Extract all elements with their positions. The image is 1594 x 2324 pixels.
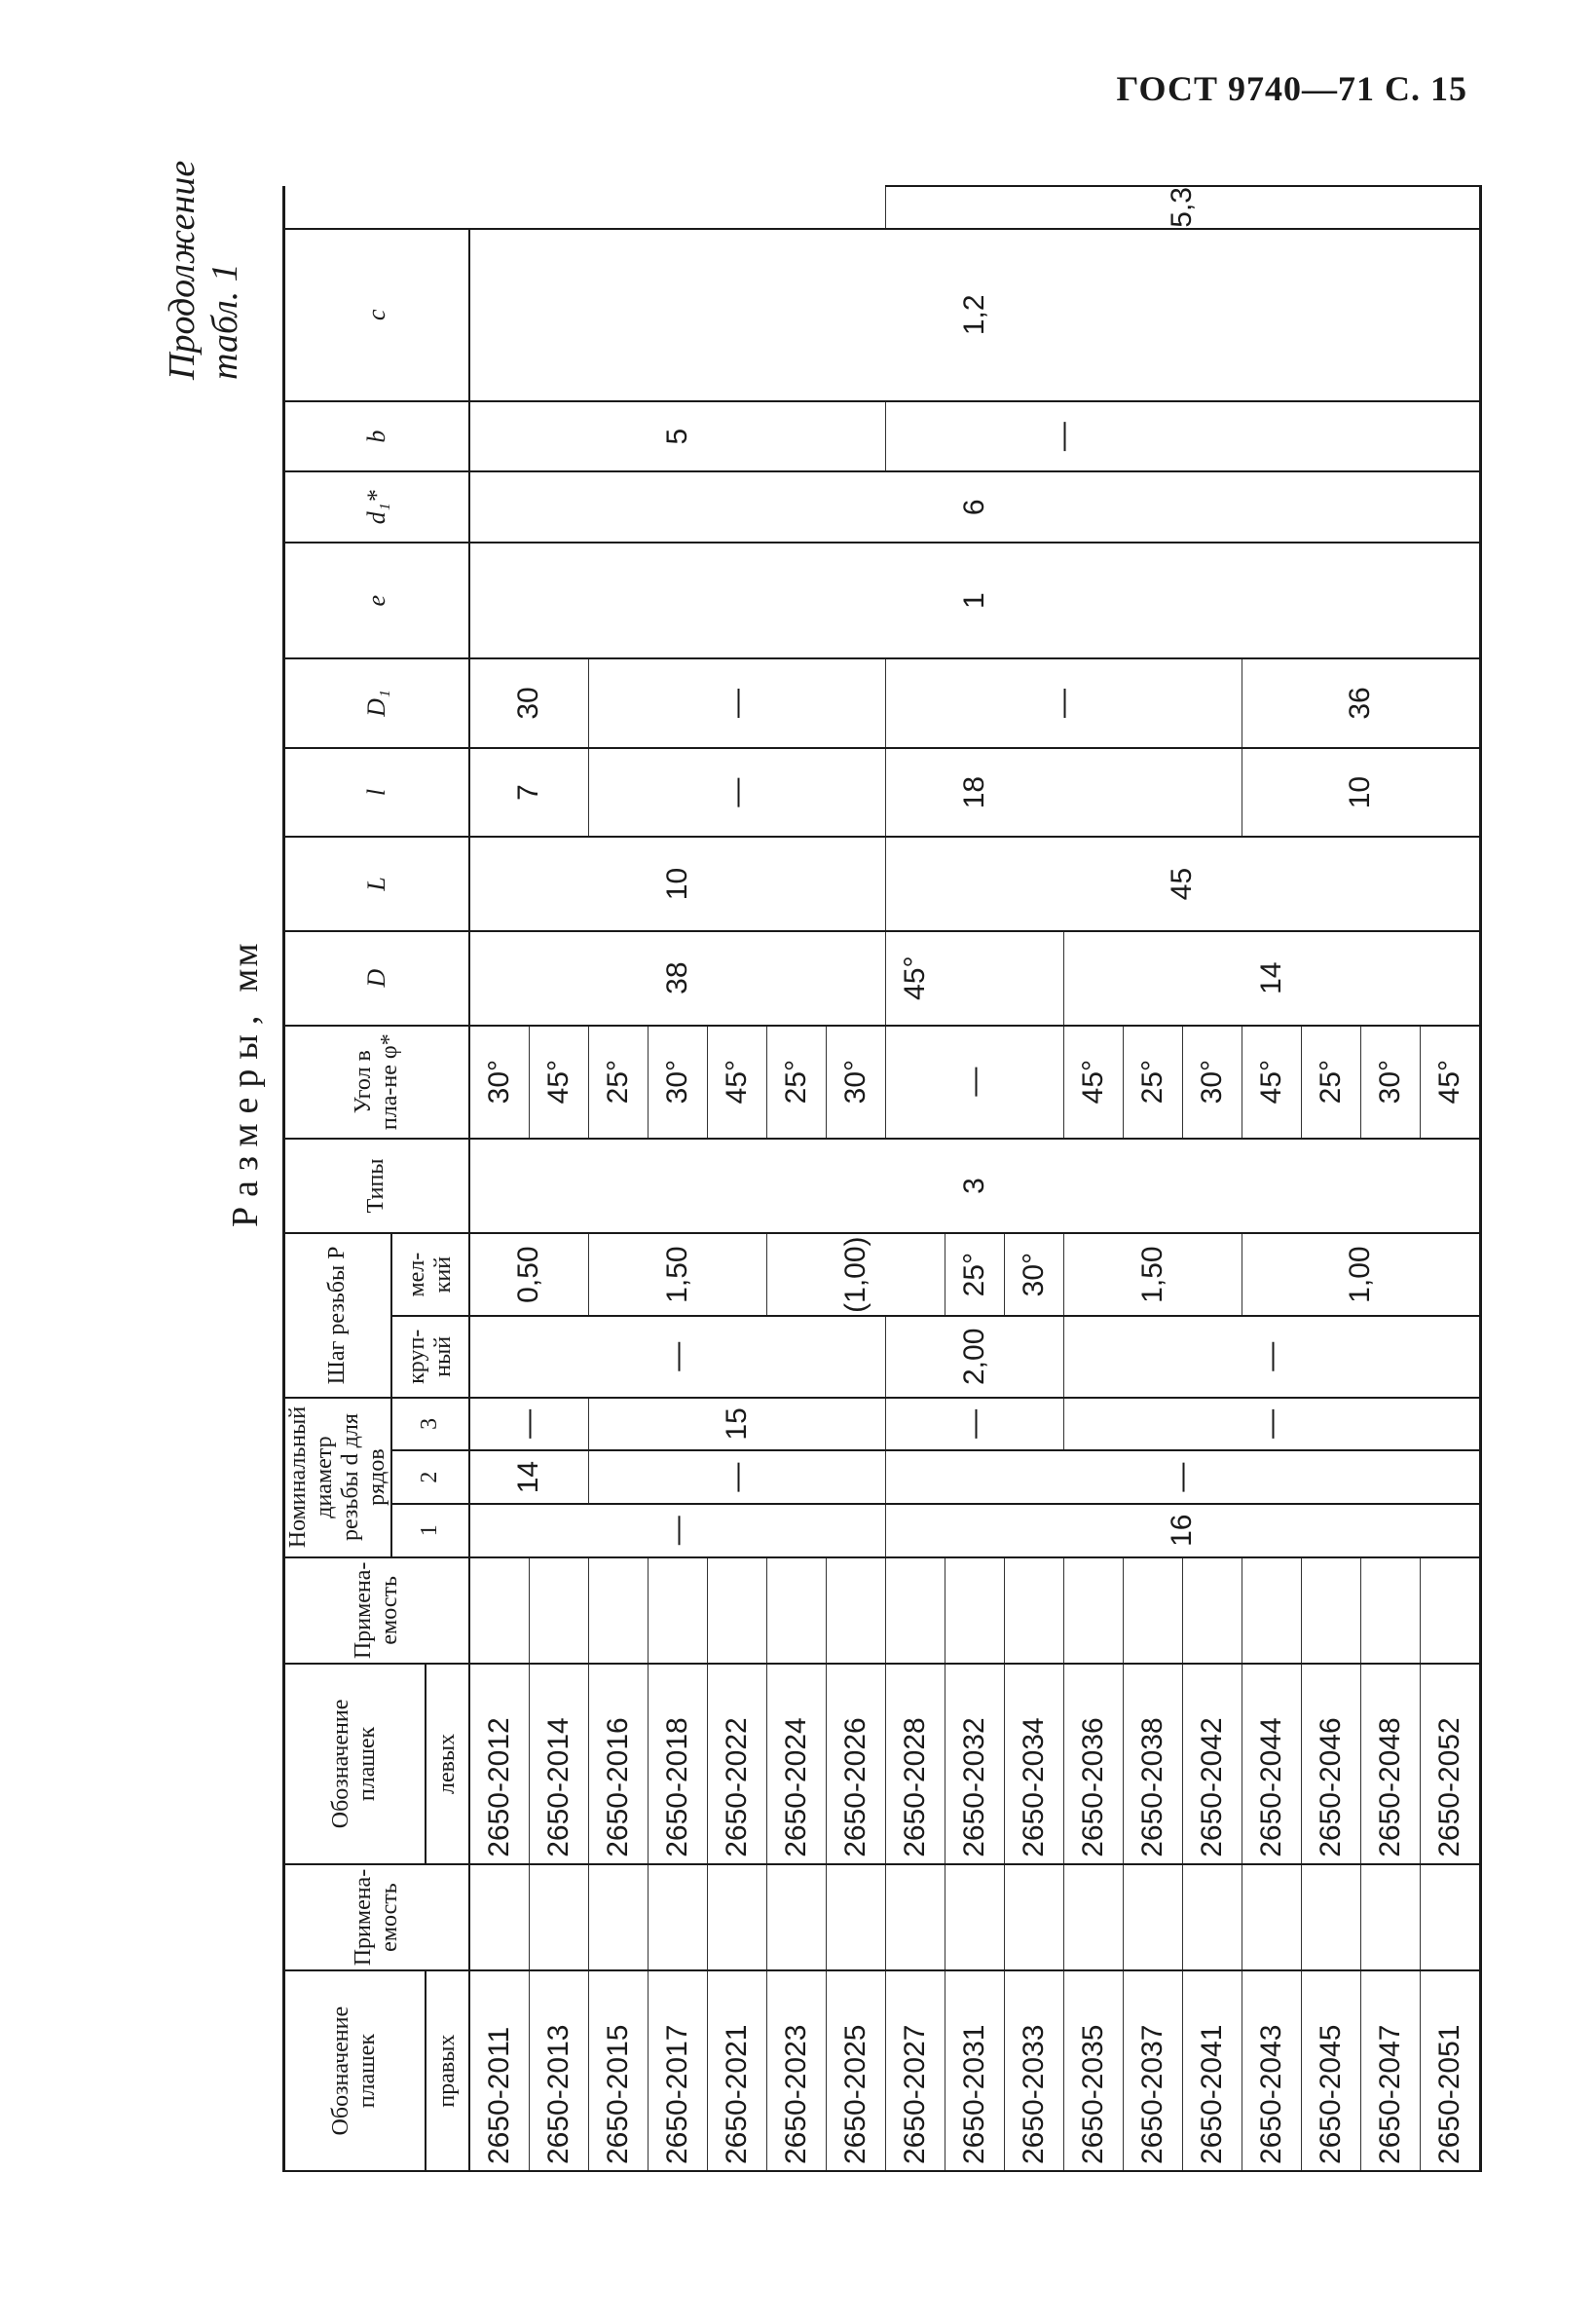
code-right: 2650-2015 (588, 1970, 648, 2171)
usage-cell (1420, 1557, 1480, 1665)
header-nominal-diameter: Номинальный диаметр резьбы d для рядов (284, 1398, 391, 1557)
usage-cell (766, 1557, 826, 1665)
header-coarse: круп-ный (391, 1316, 469, 1398)
D1-value: — (588, 658, 885, 748)
d-row2-value: — (588, 1450, 885, 1504)
code-left: 2650-2052 (1420, 1664, 1480, 1864)
usage-cell (885, 1864, 945, 1971)
d-row1-value: 16 (885, 1504, 1480, 1557)
title-unit: мм (225, 941, 266, 993)
usage-cell (945, 1557, 1004, 1665)
usage-cell (469, 1864, 530, 1971)
header-L: L (284, 837, 469, 930)
angle-cell: 25° (766, 1026, 826, 1139)
code-right: 2650-2047 (1360, 1970, 1420, 2171)
usage-cell (1420, 1864, 1480, 1971)
header-thread-pitch: Шаг резьбы P (284, 1233, 391, 1397)
code-right: 2650-2021 (707, 1970, 766, 2171)
code-left: 2650-2022 (707, 1664, 766, 1864)
code-right: 2650-2045 (1301, 1970, 1360, 2171)
types-value: 3 (469, 1139, 1481, 1234)
pitch-coarse-value: — (1063, 1316, 1480, 1398)
code-left: 2650-2028 (885, 1664, 945, 1864)
header-d1: d₁* (284, 471, 469, 543)
d-row3-value: — (1063, 1398, 1480, 1451)
header-fine: мел-кий (391, 1233, 469, 1316)
usage-cell (648, 1864, 707, 1971)
code-right: 2650-2011 (469, 1970, 530, 2171)
code-left: 2650-2036 (1063, 1664, 1123, 1864)
usage-cell (529, 1864, 588, 1971)
angle-cell: 30° (1360, 1026, 1420, 1139)
d-row3-value: — (469, 1398, 589, 1451)
L-value: 18 (885, 748, 1063, 838)
usage-cell (1182, 1557, 1242, 1665)
pitch-fine-value: (1,00) (766, 1233, 945, 1316)
code-left: 2650-2042 (1182, 1664, 1242, 1864)
header-angle: Угол в пла-не φ* (284, 1026, 469, 1139)
header-right: правых (426, 1970, 469, 2171)
code-left: 2650-2048 (1360, 1664, 1420, 1864)
code-left: 2650-2012 (469, 1664, 530, 1864)
code-left: 2650-2034 (1004, 1664, 1063, 1864)
usage-cell (1301, 1557, 1360, 1665)
code-right: 2650-2025 (826, 1970, 885, 2171)
code-right: 2650-2027 (885, 1970, 945, 2171)
angle-cell: 30° (826, 1026, 885, 1139)
code-left: 2650-2044 (1242, 1664, 1301, 1864)
pitch-fine-value: 0,50 (469, 1233, 589, 1316)
usage-cell (707, 1557, 766, 1665)
d-row2-value: — (885, 1450, 1480, 1504)
usage-cell (1301, 1864, 1360, 1971)
usage-cell (826, 1864, 885, 1971)
usage-cell (1004, 1557, 1063, 1665)
usage-cell (1123, 1557, 1182, 1665)
code-right: 2650-2031 (945, 1970, 1004, 2171)
header-D1: D₁ (284, 658, 469, 748)
L-value: 10 (469, 837, 886, 930)
usage-cell (885, 1557, 945, 1665)
usage-cell (707, 1864, 766, 1971)
usage-cell (529, 1557, 588, 1665)
d-row3-value: 15 (588, 1398, 885, 1451)
usage-cell (826, 1557, 885, 1665)
table-caption: Продолжение табл. 1 (162, 160, 245, 380)
D1-value: 30 (469, 658, 589, 748)
d-row3-value: — (885, 1398, 1063, 1451)
pitch-fine-value: — (885, 1026, 1063, 1139)
code-right: 2650-2043 (1242, 1970, 1301, 2171)
angle-cell: 30° (648, 1026, 707, 1139)
angle-cell: 45° (1063, 1026, 1123, 1139)
angle-cell: 45° (529, 1026, 588, 1139)
usage-cell (648, 1557, 707, 1665)
header-row2: 2 (391, 1450, 469, 1504)
angle-cell: 45° (1420, 1026, 1480, 1139)
page-header: ГОСТ 9740—71 С. 15 (1116, 69, 1467, 108)
usage-cell (1063, 1557, 1123, 1665)
usage-cell (766, 1864, 826, 1971)
l-value: 10 (1242, 748, 1480, 838)
usage-cell (588, 1557, 648, 1665)
L-value: 14 (1063, 931, 1480, 1026)
D-value: 45 (885, 837, 1480, 930)
usage-cell (945, 1864, 1004, 1971)
code-right: 2650-2041 (1182, 1970, 1242, 2171)
code-left: 2650-2032 (945, 1664, 1004, 1864)
pitch-fine-value: 1,50 (1063, 1233, 1242, 1316)
angle-cell: 25° (588, 1026, 648, 1139)
code-right: 2650-2013 (529, 1970, 588, 2171)
l-value: 7 (469, 748, 589, 838)
usage-cell (588, 1864, 648, 1971)
code-right: 2650-2035 (1063, 1970, 1123, 2171)
code-left: 2650-2026 (826, 1664, 885, 1864)
b-value: 5,3 (885, 186, 1480, 229)
code-left: 2650-2046 (1301, 1664, 1360, 1864)
code-right: 2650-2051 (1420, 1970, 1480, 2171)
usage-cell (1004, 1864, 1063, 1971)
code-left: 2650-2018 (648, 1664, 707, 1864)
header-D: D (284, 931, 469, 1026)
header-usage-right: Примена-емость (284, 1864, 469, 1971)
D-value: 38 (469, 931, 886, 1026)
code-right: 2650-2023 (766, 1970, 826, 2171)
header-row1: 1 (391, 1504, 469, 1557)
d-row2-value: 14 (469, 1450, 589, 1504)
e-value: 1 (469, 543, 1481, 658)
code-right: 2650-2033 (1004, 1970, 1063, 2171)
angle-cell: 45° (1242, 1026, 1301, 1139)
code-left: 2650-2038 (1123, 1664, 1182, 1864)
D1-value: — (885, 401, 1242, 472)
code-left: 2650-2014 (529, 1664, 588, 1864)
header-b: b (284, 401, 469, 472)
rotated-table-page (156, 160, 1514, 2172)
header-usage-left: Примена-емость (284, 1557, 469, 1665)
usage-cell (1360, 1557, 1420, 1665)
usage-cell (469, 1557, 530, 1665)
angle-cell: 30° (1004, 1233, 1063, 1316)
angle-cell: 25° (945, 1233, 1004, 1316)
d1-value: 6 (469, 471, 1481, 543)
angle-cell: 30° (1182, 1026, 1242, 1139)
header-l: l (284, 748, 469, 838)
usage-cell (1063, 1864, 1123, 1971)
usage-cell (1242, 1557, 1301, 1665)
c-value: 1,2 (469, 229, 1481, 401)
dimensions-table (282, 185, 1482, 2172)
angle-cell: 25° (1123, 1026, 1182, 1139)
angle-cell: 45° (885, 931, 945, 1026)
header-designation-left: Обозначение плашек (284, 1664, 426, 1864)
code-left: 2650-2024 (766, 1664, 826, 1864)
usage-cell (1182, 1864, 1242, 1971)
header-left: левых (426, 1664, 469, 1864)
code-right: 2650-2037 (1123, 1970, 1182, 2171)
pitch-coarse-value: — (469, 1316, 886, 1398)
pitch-fine-value: 1,50 (588, 1233, 766, 1316)
header-row3: 3 (391, 1398, 469, 1451)
d-row1-value: — (469, 1504, 886, 1557)
l-value: — (885, 658, 1242, 748)
angle-cell: 25° (1301, 1026, 1360, 1139)
usage-cell (1360, 1864, 1420, 1971)
b-value: 5 (469, 401, 886, 472)
usage-cell (1123, 1864, 1182, 1971)
code-left: 2650-2016 (588, 1664, 648, 1864)
table-row (469, 186, 530, 2171)
code-right: 2650-2017 (648, 1970, 707, 2171)
table-title (224, 941, 267, 1227)
usage-cell (1242, 1864, 1301, 1971)
header-types: Типы (284, 1139, 469, 1234)
header-designation-right: Обозначение плашек (284, 1970, 426, 2171)
pitch-coarse-value: 2,00 (885, 1316, 1063, 1398)
pitch-fine-value: 1,00 (1242, 1233, 1480, 1316)
l-value: — (588, 748, 885, 838)
angle-cell: 30° (469, 1026, 530, 1139)
header-e: e (284, 543, 469, 658)
angle-cell: 45° (707, 1026, 766, 1139)
D1-value: 36 (1242, 658, 1480, 748)
header-c: c (284, 229, 469, 401)
title-text: Размеры, (225, 1005, 266, 1227)
